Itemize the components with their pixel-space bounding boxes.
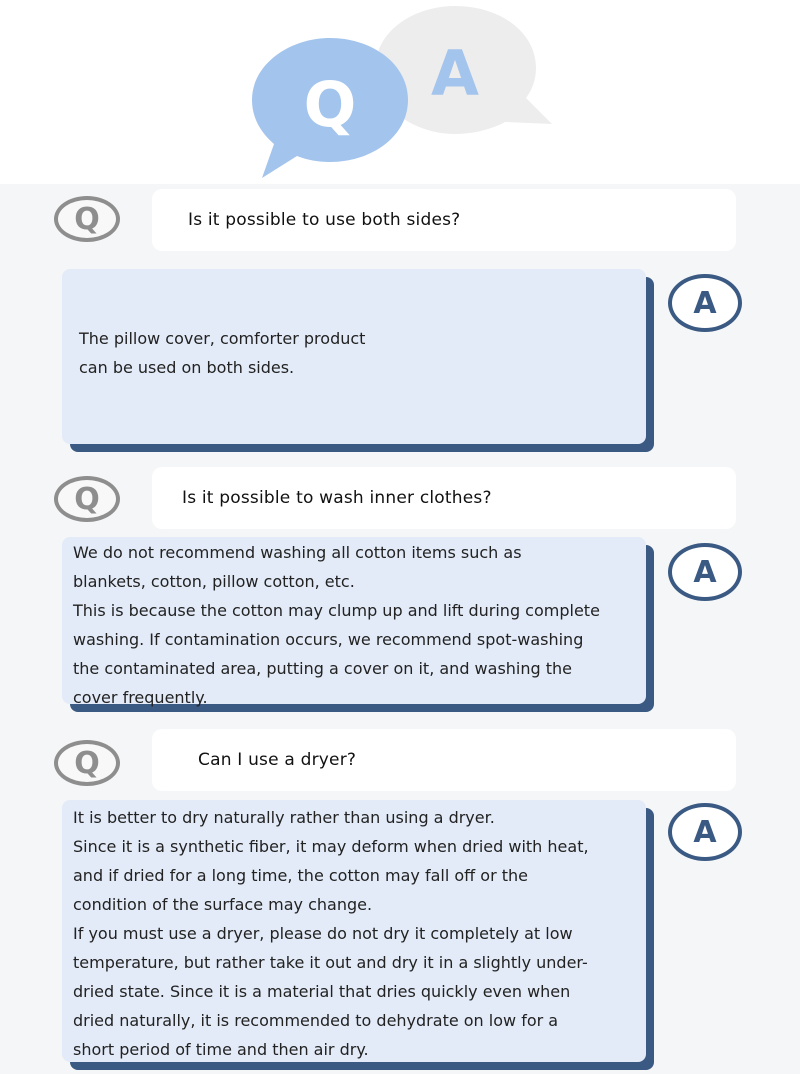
a-badge-icon bbox=[668, 803, 742, 861]
qa-chat-bubbles-logo bbox=[0, 0, 800, 184]
q-badge-letter: Q bbox=[74, 481, 100, 517]
logo-q-letter: Q bbox=[303, 68, 357, 141]
q-badge-icon bbox=[54, 196, 120, 242]
q-badge-icon bbox=[54, 476, 120, 522]
header bbox=[0, 0, 800, 184]
answer-text: We do not recommend washing all cotton items such as blankets, cotton, pillow cotton, etc. This is because the cotton may clump up and lift during complete washing. If contamination occurs, we recommend spot-washing the contaminated area, putting a cover on it, and washing the cover frequently. bbox=[73, 543, 600, 707]
a-badge-letter: A bbox=[693, 285, 717, 321]
logo-a-letter: A bbox=[431, 37, 479, 110]
a-badge-icon bbox=[668, 274, 742, 332]
question-box bbox=[152, 729, 736, 791]
question-box bbox=[152, 189, 736, 251]
a-badge-icon bbox=[668, 543, 742, 601]
question-text: Is it possible to wash inner clothes? bbox=[182, 488, 492, 508]
question-box bbox=[152, 467, 736, 529]
answer-box bbox=[62, 800, 646, 1062]
answer-box bbox=[62, 537, 646, 707]
q-badge-letter: Q bbox=[74, 201, 100, 237]
question-text: Can I use a dryer? bbox=[198, 750, 357, 770]
q-badge-letter: Q bbox=[74, 745, 100, 781]
answer-text: It is better to dry naturally rather than using a dryer. Since it is a synthetic fiber, it may deform when dried with heat, and if dried for a long time, the cotton may fall off or the condition of the surface may change. If you must use a dryer, please do not dry it completely at low temperature, but rather take it out and dry it in a slightly under- dried state. Since it is a material that dries quickly even when dried naturally, it is recommended to dehydrate on low for a short period of time and then air dry. bbox=[73, 808, 589, 1059]
q-badge-icon bbox=[54, 740, 120, 786]
question-text: Is it possible to use both sides? bbox=[188, 210, 461, 230]
answer-text: The pillow cover, comforter product can be used on both sides. bbox=[79, 329, 366, 377]
answer-box bbox=[62, 269, 646, 444]
a-badge-letter: A bbox=[693, 814, 717, 850]
a-badge-letter: A bbox=[693, 554, 717, 590]
